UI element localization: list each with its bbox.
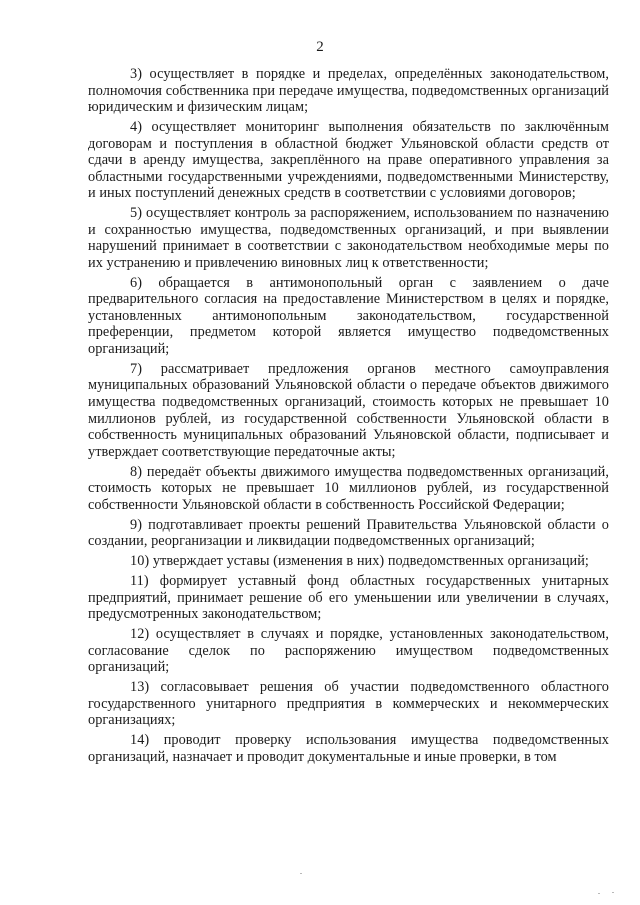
- paragraph-item-6: 6) обращается в антимонопольный орган с заявлением о даче предварительного согласия на предоставление Министерством в целях и порядке, установленных антимонопольным законодательством, государственной преференции, предметом которой является имущество подведомственных организаций;: [88, 274, 609, 357]
- document-body: [88, 66, 609, 765]
- paragraph-item-9: 9) подготавливает проекты решений Правительства Ульяновской области о создании, реорганизации и ликвидации подведомственных организаций;: [88, 516, 609, 550]
- page-number: 2: [316, 39, 324, 55]
- scan-artifact: [612, 892, 614, 893]
- paragraph-item-10: 10) утверждает уставы (изменения в них) подведомственных организаций;: [130, 553, 589, 570]
- paragraph-item-13: 13) согласовывает решения об участии подведомственного областного государственного унитарного предприятия в коммерческих и некоммерческих организациях;: [88, 679, 609, 729]
- paragraph-item-12: 12) осуществляет в случаях и порядке, установленных законодательством, согласование сделок по распоряжению имуществом подведомственных организаций;: [88, 626, 609, 676]
- paragraph-item-8: 8) передаёт объекты движимого имущества подведомственных организаций, стоимость которых не превышает 10 миллионов рублей, из государственной собственности Ульяновской области в собственность Российской Федерации;: [88, 463, 609, 513]
- paragraph-item-11: 11) формирует уставный фонд областных государственных унитарных предприятий, принимает решение об его уменьшении или увеличении в случаях, предусмотренных законодательством;: [88, 572, 609, 623]
- paragraph-item-5: 5) осуществляет контроль за распоряжением, использованием по назначению и сохранностью имущества, подведомственных организаций, и при выявлении нарушений принимает в соответствии с законодательством необходимые меры по их устранению и привлечению виновных лиц к ответственности;: [88, 205, 609, 271]
- paragraph-item-14: 14) проводит проверку использования имущества подведомственных организаций, назначает и проводит документальные и иные проверки, в том: [88, 732, 609, 765]
- scan-artifact: [598, 893, 600, 894]
- paragraph-item-3: 3) осуществляет в порядке и пределах, определённых законодательством, полномочия собственника при передаче имущества, подведомственных организаций юридическим и физическим лицам;: [88, 66, 609, 116]
- paragraph-item-7: 7) рассматривает предложения органов местного самоуправления муниципальных образований Ульяновской области о передаче объектов движимого имущества подведомственных организаций, стоимость которых не превышает 10 миллионов рублей, из государственной собственности Ульяновской области в собственность муниципальных образований Ульяновской области, подписывает и утверждает соответствующие передаточные акты;: [88, 360, 609, 460]
- paragraph-item-4: 4) осуществляет мониторинг выполнения обязательств по заключённым договорам и поступления в областной бюджет Ульяновской области средств от сдачи в аренду имущества, закреплённого на праве оперативного управления за областными государственными учреждениями, подведомственными Министерству, и иных поступлений денежных средств в соответствии с условиями договоров;: [88, 119, 609, 202]
- scan-artifact: [300, 873, 302, 874]
